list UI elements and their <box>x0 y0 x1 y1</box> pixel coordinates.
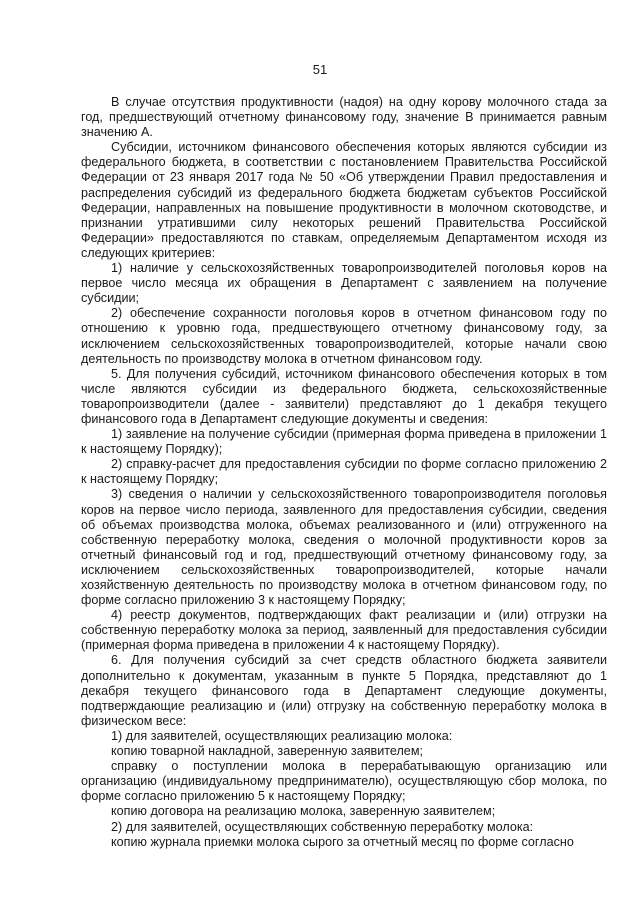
paragraph-item-5-4: 4) реестр документов, подтверждающих факт реализации и (или) отгрузки на собственную переработку молока за период, заявленный для предоставления субсидии (примерная форма приведена в приложении 4 к настоящему Порядку). <box>81 608 607 653</box>
paragraph-criterion-2: 2) обеспечение сохранности поголовья коров в отчетном финансовом году по отношению к уровню года, предшествующего отчетному финансовому году, за исключением сельскохозяйственных товаропроизводителей, которые начали свою деятельность по производству молока в отчетном финансовом году. <box>81 306 607 366</box>
paragraph-milk-receipt-certificate: справку о поступлении молока в перерабатывающую организацию или организацию (индивидуальному предпринимателю), осуществляющую сбор молока, по форме согласно приложению 5 к настоящему Порядку; <box>81 759 607 804</box>
document-body <box>81 95 607 850</box>
paragraph-contract-copy: копию договора на реализацию молока, заверенную заявителем; <box>111 804 496 819</box>
paragraph-value-b-note: В случае отсутствия продуктивности (надоя) на одну корову молочного стада за год, предшествующий отчетному финансовому году, значение В принимается равным значению А. <box>81 95 607 140</box>
paragraph-item-6: 6. Для получения субсидий за счет средств областного бюджета заявители дополнительно к документам, указанным в пункте 5 Порядка, представляют до 1 декабря текущего финансового года в Департамент следующие документы, подтверждающие реализацию и (или) отгрузку на собственную переработку молока в физическом весе: <box>81 653 607 728</box>
paragraph-item-5-2: 2) справку-расчет для предоставления субсидии по форме согласно приложению 2 к настоящему Порядку; <box>81 457 607 487</box>
paragraph-federal-subsidies: Субсидии, источником финансового обеспечения которых являются субсидии из федерального бюджета, в соответствии с постановлением Правительства Российской Федерации от 23 января 2017 года № 50 «Об утверждении Правил предоставления и распределения субсидий из федерального бюджета бюджетам субъектов Российской Федерации, направленных на повышение продуктивности в молочном скотоводстве, и признании утратившими силу некоторых решений Правительства Российской Федерации» предоставляются по ставкам, определяемым Департаментом исходя из следующих критериев: <box>81 140 607 260</box>
paragraph-item-5: 5. Для получения субсидий, источником финансового обеспечения которых в том числе являются субсидии из федерального бюджета, сельскохозяйственные товаропроизводители (далее - заявители) представляют до 1 декабря текущего финансового года в Департамент следующие документы и сведения: <box>81 366 607 426</box>
paragraph-journal-copy: копию журнала приемки молока сырого за отчетный месяц по форме согласно <box>111 834 574 849</box>
paragraph-item-6-1: 1) для заявителей, осуществляющих реализацию молока: <box>111 728 453 743</box>
page-number: 51 <box>312 62 328 77</box>
paragraph-invoice-copy: копию товарной накладной, заверенную заявителем; <box>111 744 423 759</box>
paragraph-criterion-1: 1) наличие у сельскохозяйственных товаропроизводителей поголовья коров на первое число месяца их обращения в Департамент с заявлением на получение субсидии; <box>81 261 607 306</box>
paragraph-item-5-1: 1) заявление на получение субсидии (примерная форма приведена в приложении 1 к настоящему Порядку); <box>81 427 607 457</box>
paragraph-item-5-3: 3) сведения о наличии у сельскохозяйственного товаропроизводителя поголовья коров на первое число периода, заявленного для предоставления субсидии, сведения об объемах производства молока, объемах реализованного и (или) отгруженного на собственную переработку молока, сведения о молочной продуктивности коров за отчетный финансовый год и год, предшествующий отчетному финансовому году, за исключением сельскохозяйственных товаропроизводителей, которые начали хозяйственную деятельность по производству молока в отчетном финансовом году, по форме согласно приложению 3 к настоящему Порядку; <box>81 487 607 608</box>
paragraph-item-6-2: 2) для заявителей, осуществляющих собственную переработку молока: <box>111 819 534 834</box>
